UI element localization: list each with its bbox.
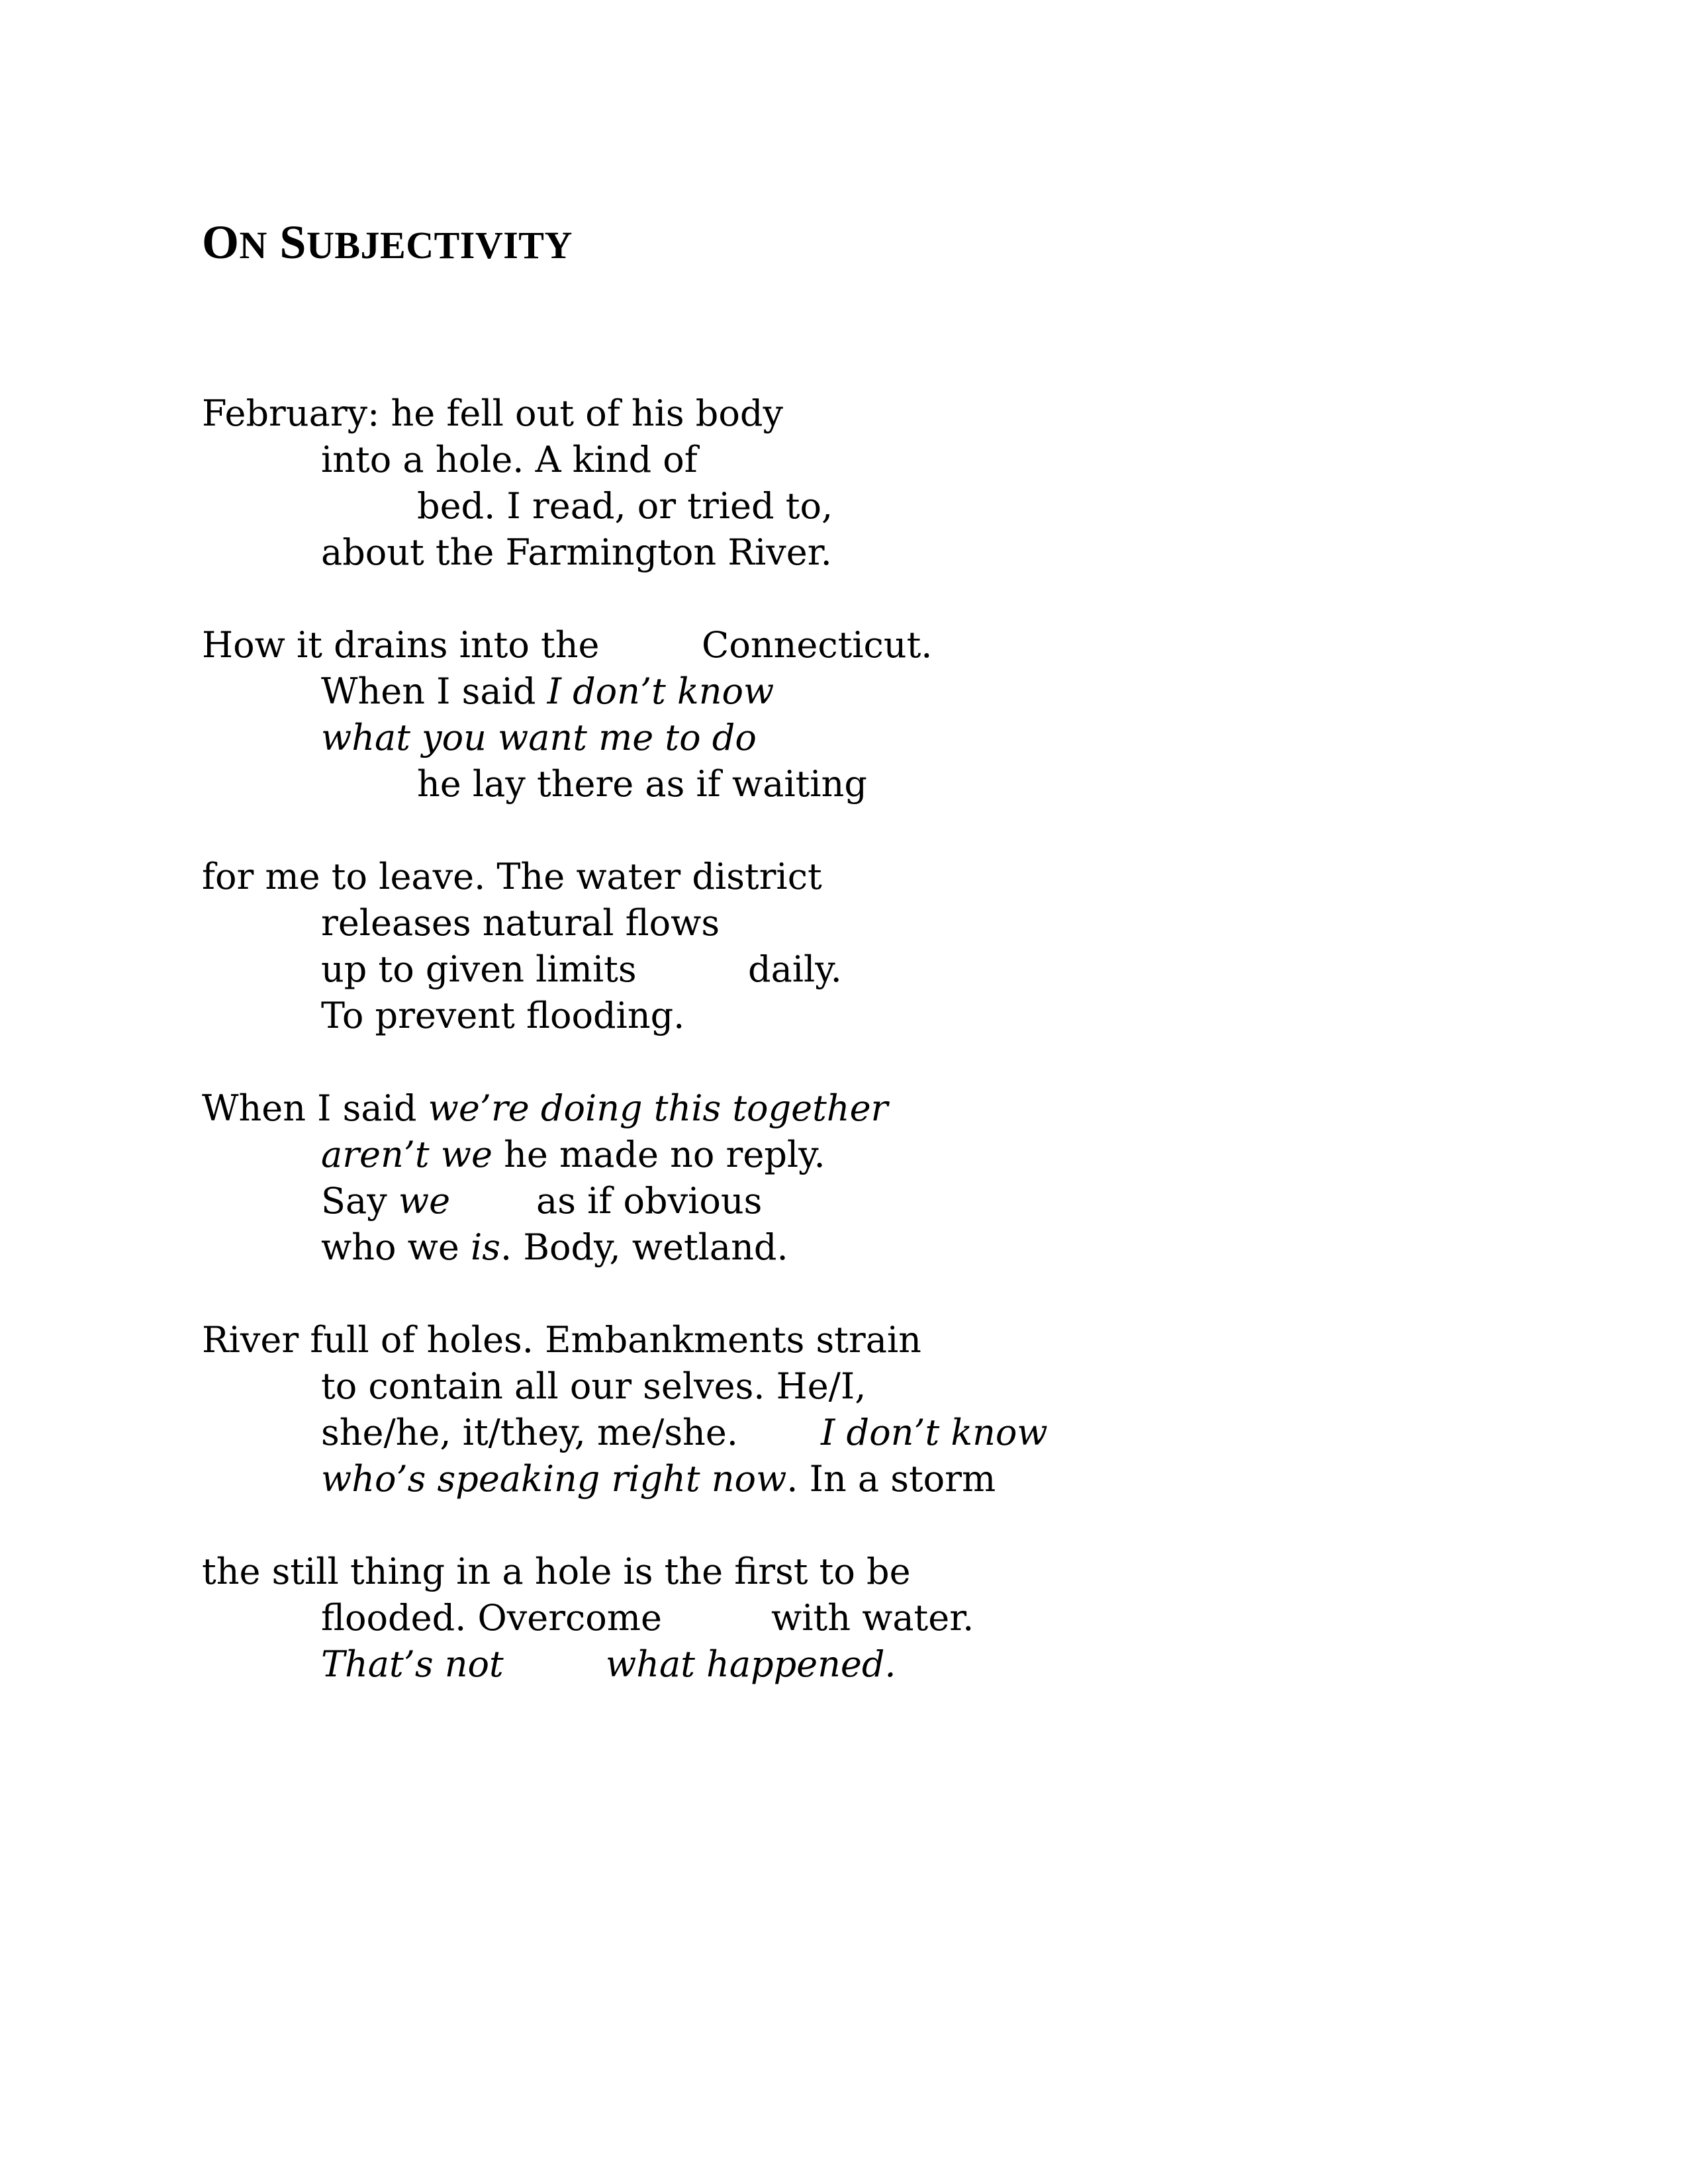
- line-segment: who we: [321, 1226, 471, 1268]
- poem-line: [202, 1456, 1460, 1502]
- poem-line: [202, 1178, 1460, 1224]
- poem-line: [202, 1641, 1460, 1688]
- italic-phrase: what you want me to do: [321, 717, 757, 758]
- line-segment: Connecticut.: [702, 624, 933, 666]
- poem-line: [202, 1410, 1460, 1456]
- poem-line: [202, 1132, 1460, 1178]
- poem-line: February: he fell out of his body: [202, 392, 783, 434]
- stanza-5: [202, 1317, 1460, 1502]
- poem-line: [202, 1224, 1460, 1271]
- italic-phrase: That’s not: [321, 1643, 504, 1685]
- stanza-4: [202, 1085, 1460, 1271]
- line-segment: with water.: [771, 1597, 974, 1639]
- poem-line: [202, 1085, 1460, 1132]
- line-segment: . Body, wetland.: [500, 1226, 788, 1268]
- poem-line: [202, 946, 1460, 993]
- stanza-6: [202, 1549, 1460, 1688]
- line-segment: she/he, it/they, me/she.: [321, 1412, 738, 1453]
- stanza-1: [202, 390, 1460, 576]
- poem-line: To prevent flooding.: [321, 995, 685, 1036]
- line-segment: up to given limits: [321, 948, 637, 990]
- poem-line: into a hole. A kind of: [321, 439, 698, 480]
- poem-body: [202, 390, 1460, 1734]
- italic-phrase: what happened.: [606, 1643, 896, 1685]
- line-segment: . In a storm: [786, 1458, 996, 1500]
- stanza-3: [202, 854, 1460, 1039]
- poem-line: [202, 1595, 1460, 1641]
- line-segment: When I said: [321, 670, 547, 712]
- poem-line: River full of holes. Embankments strain: [202, 1319, 921, 1361]
- poem-line: releases natural flows: [321, 902, 720, 944]
- italic-phrase: we’re doing this together: [428, 1087, 888, 1129]
- line-segment: When I said: [202, 1087, 428, 1129]
- line-segment: daily.: [748, 948, 842, 990]
- poem-line: [202, 668, 1460, 715]
- line-segment: he made no reply.: [492, 1134, 825, 1175]
- poem-line: about the Farmington River.: [321, 531, 832, 573]
- line-segment: as if obvious: [536, 1180, 763, 1222]
- page-title: [202, 216, 573, 269]
- poem-line: to contain all our selves. He/I,: [321, 1365, 867, 1407]
- italic-phrase: I don’t know: [821, 1412, 1048, 1453]
- poem-line: the still thing in a hole is the first to be: [202, 1551, 911, 1592]
- poem-line: for me to leave. The water district: [202, 856, 822, 897]
- poem-line: he lay there as if waiting: [417, 763, 867, 805]
- italic-phrase: we: [398, 1180, 451, 1222]
- poem-line: [202, 622, 1460, 668]
- title-initial: S: [279, 216, 306, 269]
- line-segment: How it drains into the: [202, 624, 600, 666]
- italic-phrase: aren’t we: [321, 1134, 492, 1175]
- italic-phrase: who’s speaking right now: [321, 1458, 787, 1500]
- title-initial: O: [202, 216, 240, 269]
- line-segment: flooded. Overcome: [321, 1597, 662, 1639]
- italic-phrase: is: [471, 1226, 501, 1268]
- line-segment: [321, 1178, 450, 1224]
- italic-phrase: I don’t know: [547, 670, 774, 712]
- poem-line: [202, 715, 1460, 761]
- title-smallcaps: UBJECTIVITY: [306, 224, 573, 267]
- poem-line: bed. I read, or tried to,: [417, 485, 833, 527]
- title-smallcaps: N: [239, 224, 267, 267]
- line-segment: Say: [321, 1180, 399, 1222]
- stanza-2: [202, 622, 1460, 807]
